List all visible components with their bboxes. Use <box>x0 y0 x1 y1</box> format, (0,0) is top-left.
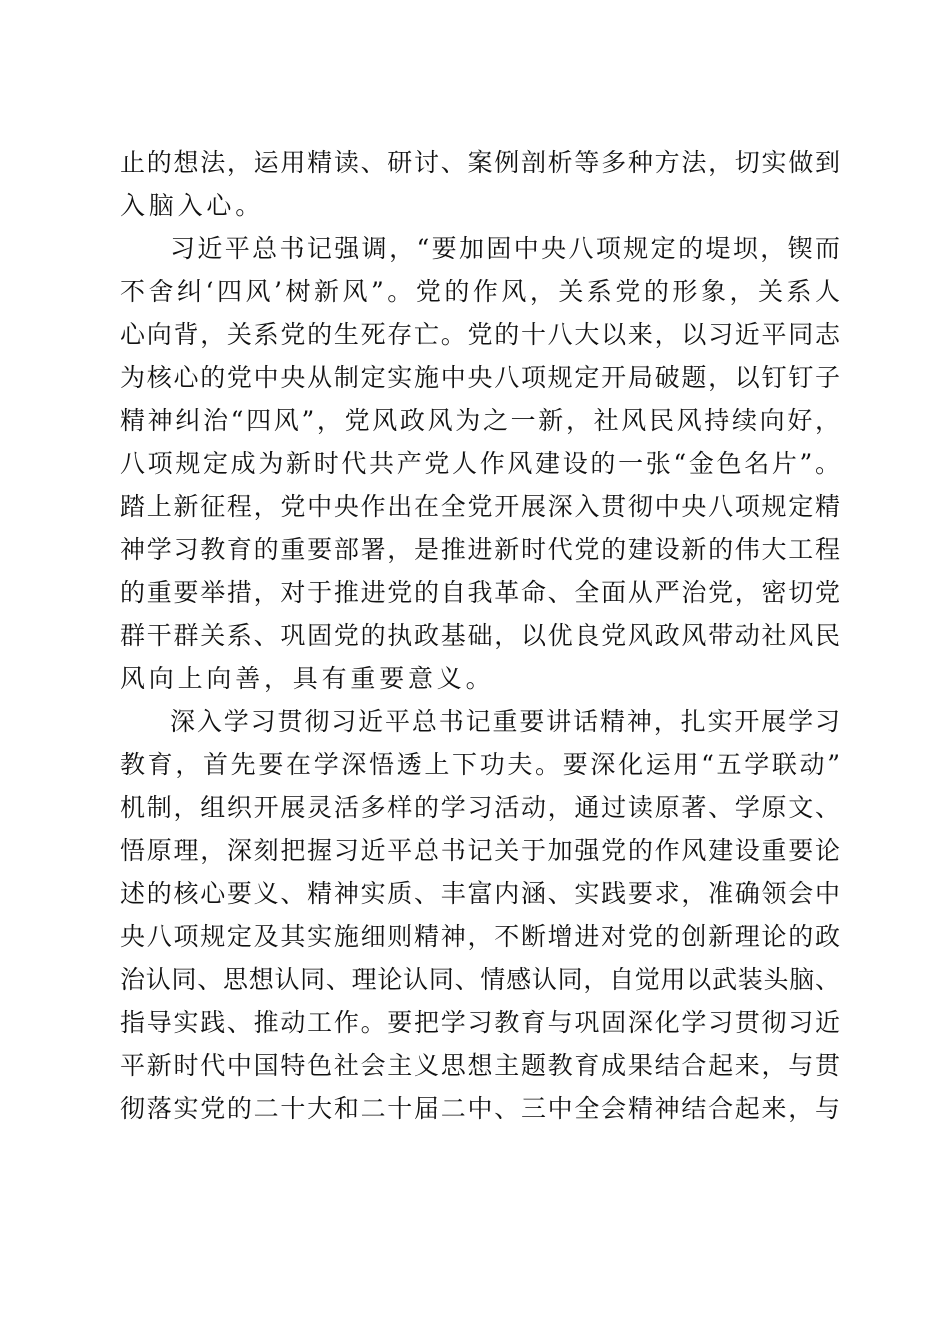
paragraph-3 <box>120 700 840 1130</box>
text-line: 彻落实党的二十大和二十届二中、三中全会精神结合起来，与 <box>120 1094 840 1123</box>
text-line: 入脑入心。 <box>120 191 265 220</box>
paragraph-1 <box>120 141 840 227</box>
document-body <box>120 141 840 1130</box>
text-line: 风向上向善，具有重要意义。 <box>120 664 495 693</box>
text-line: 深入学习贯彻习近平总书记重要讲话精神，扎实开展学习 <box>170 707 840 736</box>
text-line: 踏上新征程，党中央作出在全党开展深入贯彻中央八项规定精 <box>120 492 840 521</box>
text-line: 指导实践、推动工作。要把学习教育与巩固深化学习贯彻习近 <box>120 1008 840 1037</box>
text-line: 不舍纠‘四风’树新风”。党的作风，关系党的形象，关系人 <box>120 277 840 306</box>
text-line: 央八项规定及其实施细则精神，不断增进对党的创新理论的政 <box>120 922 840 951</box>
text-line: 述的核心要义、精神实质、丰富内涵、实践要求，准确领会中 <box>120 879 840 908</box>
text-line: 习近平总书记强调，“要加固中央八项规定的堤坝，锲而 <box>170 234 840 263</box>
text-line: 精神纠治“四风”，党风政风为之一新，社风民风持续向好， <box>120 406 840 435</box>
text-line: 心向背，关系党的生死存亡。党的十八大以来，以习近平同志 <box>120 320 840 349</box>
text-line: 治认同、思想认同、理论认同、情感认同，自觉用以武装头脑、 <box>120 965 840 994</box>
text-line: 平新时代中国特色社会主义思想主题教育成果结合起来，与贯 <box>120 1051 840 1080</box>
text-line: 神学习教育的重要部署，是推进新时代党的建设新的伟大工程 <box>120 535 840 564</box>
text-line: 八项规定成为新时代共产党人作风建设的一张“金色名片”。 <box>120 449 840 478</box>
text-line: 悟原理，深刻把握习近平总书记关于加强党的作风建设重要论 <box>120 836 840 865</box>
text-line: 教育，首先要在学深悟透上下功夫。要深化运用“五学联动” <box>120 750 840 779</box>
text-line: 群干群关系、巩固党的执政基础，以优良党风政风带动社风民 <box>120 621 840 650</box>
text-line: 为核心的党中央从制定实施中央八项规定开局破题，以钉钉子 <box>120 363 840 392</box>
text-line: 止的想法，运用精读、研讨、案例剖析等多种方法，切实做到 <box>120 148 840 177</box>
text-line: 机制，组织开展灵活多样的学习活动，通过读原著、学原文、 <box>120 793 840 822</box>
paragraph-2 <box>120 227 840 700</box>
text-line: 的重要举措，对于推进党的自我革命、全面从严治党，密切党 <box>120 578 840 607</box>
